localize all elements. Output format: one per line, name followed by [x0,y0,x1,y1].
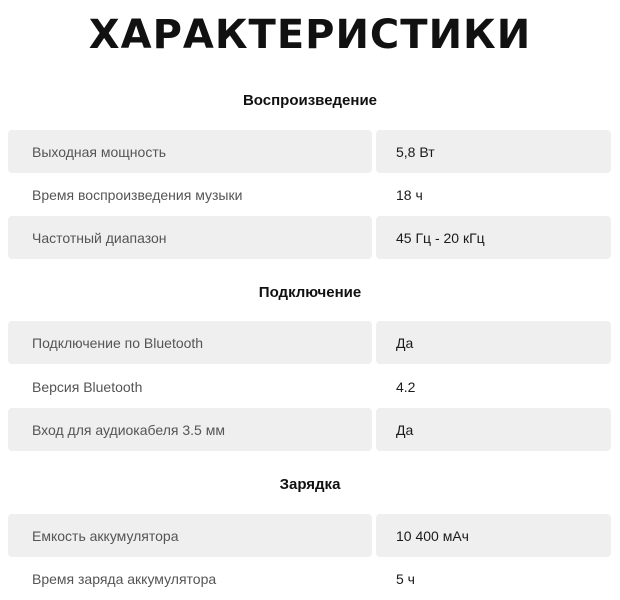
spec-label: Подключение по Bluetooth [8,321,372,364]
page-title: ХАРАКТЕРИСТИКИ [88,12,532,58]
spec-label: Версия Bluetooth [32,378,143,395]
spec-row [8,130,611,173]
spec-value: 5 ч [396,570,415,587]
spec-value: Да [376,408,611,451]
spec-row [8,514,611,557]
spec-value: 45 Гц - 20 кГц [376,216,611,259]
spec-value: Да [376,321,611,364]
spec-row [8,408,611,451]
spec-row [8,321,611,364]
spec-row [8,216,611,259]
spec-label: Емкость аккумулятора [8,514,372,557]
spec-row [8,173,611,216]
section-title-charging: Зарядка [279,476,341,493]
spec-value: 5,8 Вт [376,130,611,173]
spec-value: 4.2 [396,378,416,395]
spec-row [8,365,611,408]
section-title-connection: Подключение [258,284,362,301]
spec-row [8,557,611,600]
spec-label: Вход для аудиокабеля 3.5 мм [8,408,372,451]
section-title-playback: Воспроизведение [242,92,378,109]
spec-value: 18 ч [396,186,423,203]
spec-label: Время воспроизведения музыки [32,186,243,203]
spec-label: Выходная мощность [8,130,372,173]
spec-label: Частотный диапазон [8,216,372,259]
spec-label: Время заряда аккумулятора [32,570,217,587]
spec-value: 10 400 мАч [376,514,611,557]
